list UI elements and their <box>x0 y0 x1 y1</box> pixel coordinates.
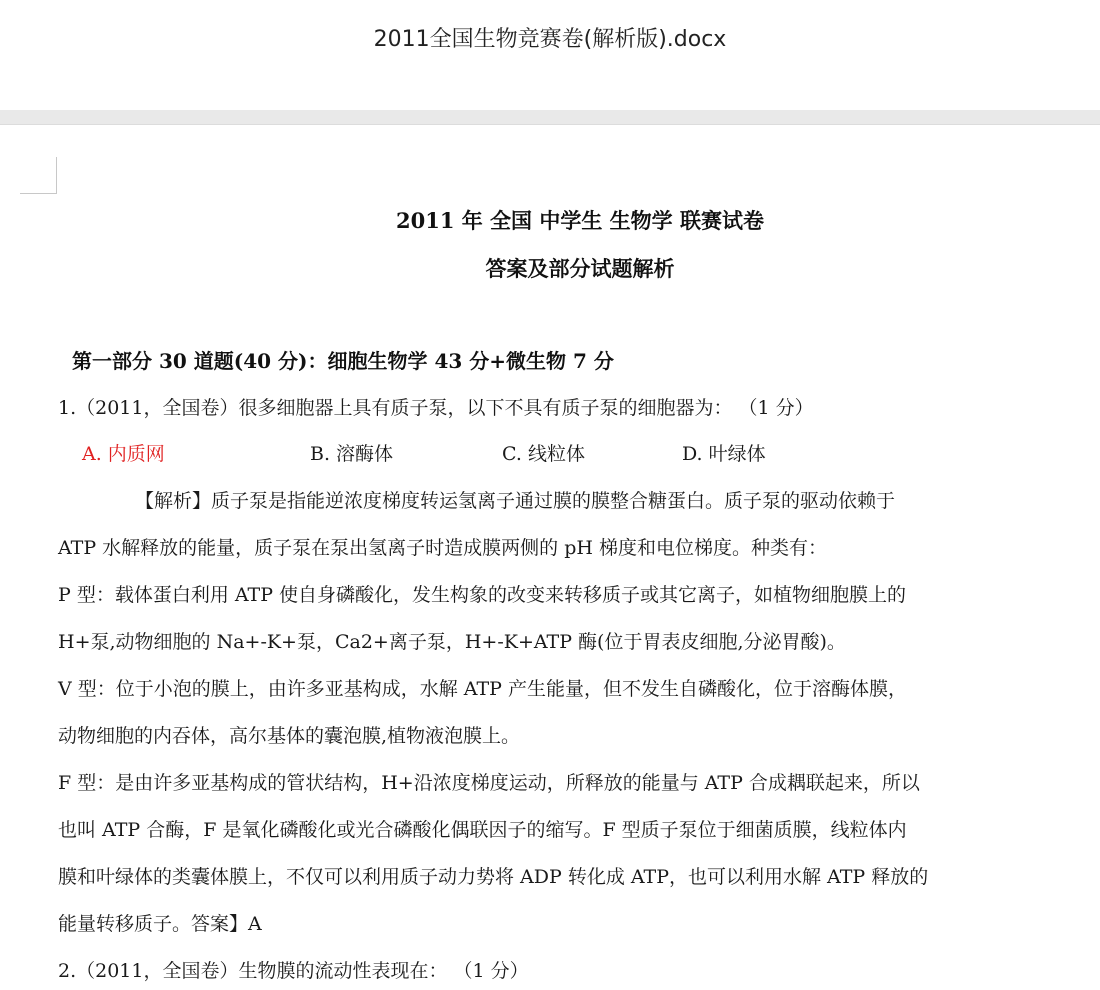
document-heading: 2011 年 全国 中学生 生物学 联赛试卷 <box>395 208 764 233</box>
question-1-stem: 1.（2011，全国卷）很多细胞器上具有质子泵，以下不具有质子泵的细胞器为： （1 分） <box>58 397 814 419</box>
analysis-line: 动物细胞的内吞体，高尔基体的囊泡膜,植物液泡膜上。 <box>58 725 521 747</box>
option-c: C. 线粒体 <box>502 443 585 465</box>
document-page[interactable] <box>0 125 1100 990</box>
analysis-line: P 型：载体蛋白利用 ATP 使自身磷酸化，发生构象的改变来转移质子或其它离子，如植物细胞膜上的 <box>58 584 907 606</box>
document-subheading: 答案及部分试题解析 <box>485 256 675 281</box>
margin-corner-mark <box>20 157 57 194</box>
analysis-line: F 型：是由许多亚基构成的管状结构，H+沿浓度梯度运动，所释放的能量与 ATP 合成耦联起来，所以 <box>58 772 920 794</box>
analysis-line: 【解析】质子泵是指能逆浓度梯度转运氢离子通过膜的膜整合糖蛋白。质子泵的驱动依赖于 <box>135 490 896 512</box>
section-heading: 第一部分 30 道题(40 分)：细胞生物学 43 分+微生物 7 分 <box>72 349 614 373</box>
page-gap <box>0 110 1100 125</box>
analysis-line: H+泵,动物细胞的 Na+-K+泵，Ca2+离子泵，H+-K+ATP 酶(位于胃表皮细胞,分泌胃酸)。 <box>58 631 846 653</box>
analysis-line: ATP 水解释放的能量，质子泵在泵出氢离子时造成膜两侧的 pH 梯度和电位梯度。种类有： <box>58 537 827 559</box>
option-d: D. 叶绿体 <box>682 443 766 465</box>
analysis-line: 膜和叶绿体的类囊体膜上，不仅可以利用质子动力势将 ADP 转化成 ATP，也可以利用水解 ATP 释放的 <box>58 866 929 888</box>
title-bar <box>0 0 1100 110</box>
analysis-line: V 型：位于小泡的膜上，由许多亚基构成，水解 ATP 产生能量，但不发生自磷酸化，位于溶酶体膜， <box>58 678 907 700</box>
document-title: 2011全国生物竞赛卷(解析版).docx <box>373 27 727 52</box>
option-a: A. 内质网 <box>82 443 165 465</box>
option-b: B. 溶酶体 <box>310 443 394 465</box>
analysis-line: 也叫 ATP 合酶，F 是氧化磷酸化或光合磷酸化偶联因子的缩写。F 型质子泵位于细菌质膜，线粒体内 <box>58 819 907 841</box>
question-2-stem: 2.（2011，全国卷）生物膜的流动性表现在： （1 分） <box>58 960 529 982</box>
analysis-line: 能量转移质子。答案】A <box>58 913 262 935</box>
